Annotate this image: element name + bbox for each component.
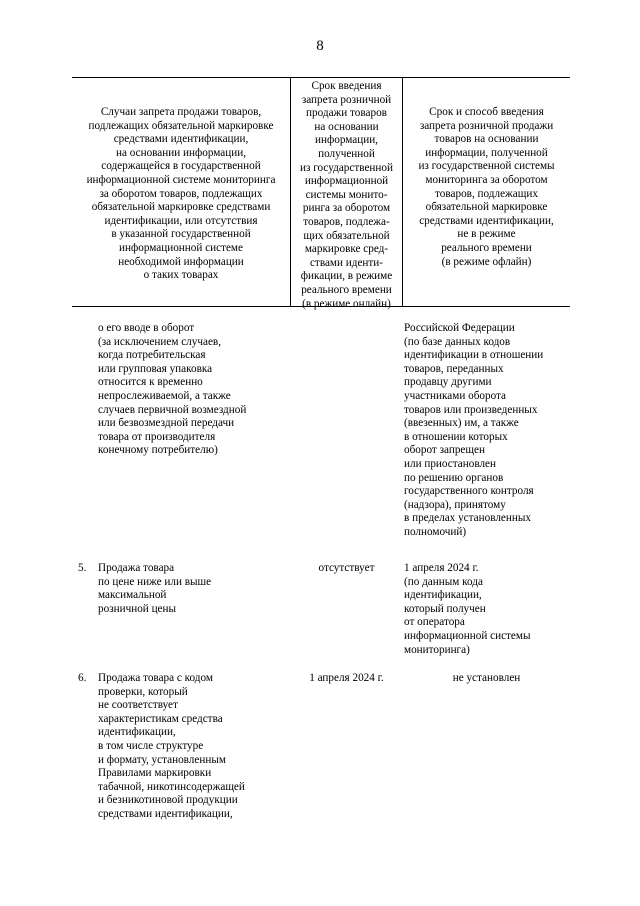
header-col-offline: Срок и способ введения запрета розничной продажи товаров на основании информации, полученной из государственной системы мониторинга за оборотом товаров, подлежащих обязательной маркировке средствами идентификации, не в режиме реального времени (в режиме офлайн): [418, 106, 555, 268]
row-5-online: отсутствует: [318, 562, 375, 574]
table-top-rule: [72, 77, 570, 78]
row-5-offline: 1 апреля 2024 г. (по данным кода идентификации, который получен от оператора информационной системы мониторинга): [404, 562, 531, 656]
row-5-number: 5.: [78, 562, 87, 574]
header-col-online: Срок введения запрета розничной продажи товаров на основании информации, полученной из государственной информационной системы монито- ринга за оборотом товаров, подлежа- щих обязательной маркировке сред- ствами иденти- фикации, в режиме реального времени (в режиме онлайн): [300, 80, 393, 310]
row-5-case: Продажа товара по цене ниже или выше максимальной розничной цены: [98, 562, 212, 615]
row-6-online: 1 апреля 2024 г.: [309, 672, 384, 684]
row-continuation-case: о его вводе в оборот (за исключением случаев, когда потребительская или групповая упаковка относится к временно непрослеживаемой, а также случаев первичной возмездной или безвозмездной передачи товара от производителя конечному потребителю): [98, 322, 247, 457]
header-col-cases: Случаи запрета продажи товаров, подлежащих обязательной маркировке средствами идентификации, на основании информации, содержащейся в государственной информационной системе мониторинга за оборотом товаров, подлежащих обязательной маркировке средствами идентификации, или отсутствия в указанной государственной информационной системе необходимой информации о таких товарах: [86, 106, 276, 282]
row-6-offline: не установлен: [452, 672, 521, 684]
page-number: 8: [316, 38, 324, 54]
row-continuation-offline: Российской Федерации (по базе данных кодов идентификации в отношении товаров, переданных продавцу другими участниками оборота товаров или произведенных (ввезенных) им, а также в отношении которых оборот запрещен или приостановлен по решению органов государственного контроля (надзора), принятому в пределах установленных полномочий): [404, 322, 544, 538]
row-6-number: 6.: [78, 672, 87, 684]
row-6-case: Продажа товара с кодом проверки, который не соответствует характеристикам средства идентификации, в том числе структуре и формату, установленным Правилами маркировки табачной, никотинсодержащей и безникотиновой продукции средствами идентификации,: [98, 672, 245, 820]
